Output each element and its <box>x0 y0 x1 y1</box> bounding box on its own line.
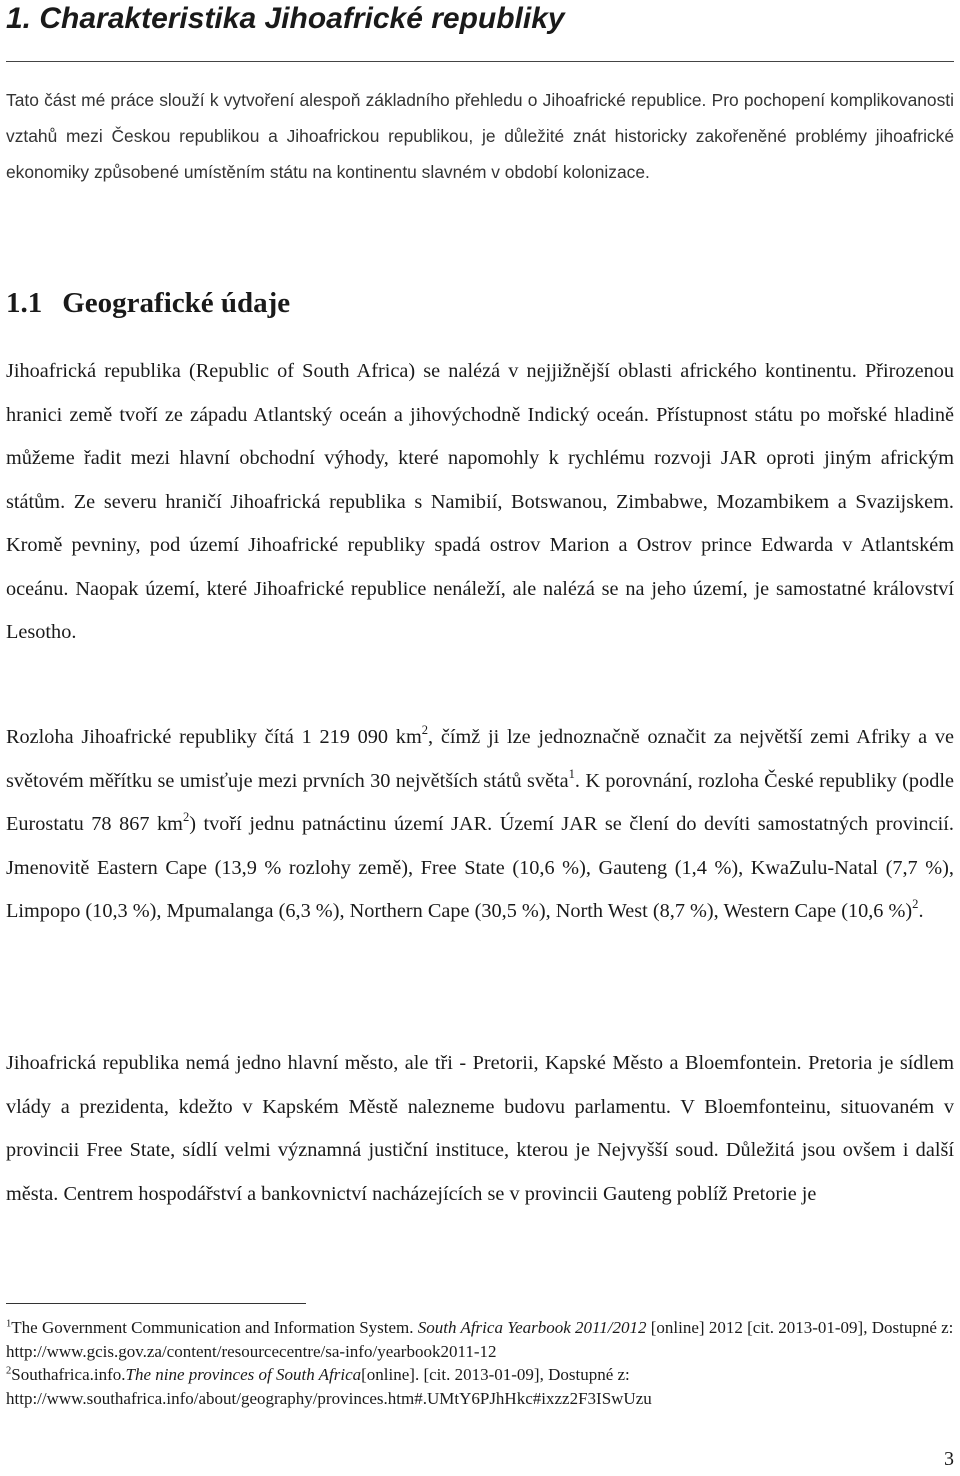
footnote-ref-1[interactable]: 1 <box>568 766 575 781</box>
section-heading <box>6 283 290 323</box>
capitals-paragraph: Jihoafrická republika nemá jedno hlavní město, ale tři - Pretorii, Kapské Město a Bloemfontein. Pretoria je sídlem vlády a prezidenta, kdežto v Kapském Městě nalezneme budovu parlamentu. V Bloemfonteinu, situovaném v provincii Free State, sídlí velmi významná justiční instituce, kterou je Nejvyšší soud. Důležitá jsou ovšem i další města. Centrem hospodářství a bankovnictví nacházejících se v provincii Gauteng poblíž Pretorie je <box>6 1052 954 1205</box>
area-text-b: , čímž ji lze jednoznačně označit za největší zemi Afriky a ve světovém měřítku se umisťuje mezi prvních 30 největších států světa <box>6 726 954 792</box>
area-text-d: ) tvoří jednu patnáctinu území JAR. Území JAR se člení do devíti samostatných provincií. Jmenovitě Eastern Cape (13,9 % rozlohy země), Free State (10,6 %), Gauteng (1,4 %), KwaZulu-Natal (7,7 %), Limpopo (10,3 %), Mpumalanga (6,3 %), Northern Cape (30,5 %), North West (8,7 %), Western Cape (10,6 %) <box>6 813 954 922</box>
section-title: Geografické údaje <box>62 287 291 319</box>
footnote-1-citation[interactable]: [online] 2012 [cit. 2013-01-09], Dostupné z: http://www.gcis.gov.za/content/resourcecentre/sa-info/yearbook2011-12 <box>6 1318 954 1361</box>
section-number: 1.1 <box>6 287 43 319</box>
area-sup-km2-cz: 2 <box>182 810 190 825</box>
footnote-ref-2[interactable]: 2 <box>912 897 919 912</box>
footnote-1-title: South Africa Yearbook 2011/2012 <box>417 1318 647 1337</box>
area-sup-km2: 2 <box>421 723 429 738</box>
footnote-2 <box>6 1363 954 1410</box>
footnote-2-mark: 2 <box>6 1365 12 1377</box>
footnote-2-source: Southafrica.info. <box>11 1365 126 1384</box>
intro-paragraph: Tato část mé práce slouží k vytvoření alespoň základního přehledu o Jihoafrické republice. Pro pochopení komplikovanosti vztahů mezi Českou republikou a Jihoafrickou republikou, je důležité znát historicky zakořeněné problémy jihoafrické ekonomiky způsobené umístěním státu na kontinentu slavném v období kolonizace. <box>6 90 954 182</box>
heading-rule <box>6 61 954 62</box>
footnote-2-citation[interactable]: [online]. [cit. 2013-01-09], Dostupné z: http://www.southafrica.info/about/geography/provinces.htm#.UMtY6PJhHkc#ixzz2F3ISwUzu <box>6 1365 652 1408</box>
geography-paragraph: Jihoafrická republika (Republic of South Africa) se nalézá v nejjižnější oblasti afrického kontinentu. Přirozenou hranici země tvoří ze západu Atlantský oceán a jihovýchodně Indický oceán. Přístupnost státu po mořské hladině můžeme řadit mezi hlavní obchodní výhody, které napomohly k rychlému rozvoji JAR oproti jiným africkým státům. Ze severu hraničí Jihoafrická republika s Namibií, Botswanou, Zimbabwe, Mozambikem a Svazijskem. Kromě pevniny, pod území Jihoafrické republiky spadá ostrov Marion a Ostrov prince Edwarda v Atlantském oceánu. Naopak území, které Jihoafrické republice nenáleží, ale nalézá se na jeho území, je samostatné království Lesotho. <box>6 360 954 643</box>
footnote-1-source: The Government Communication and Information System. <box>11 1318 418 1337</box>
chapter-heading: 1. Charakteristika Jihoafrické republiky <box>6 2 565 35</box>
footnote-1 <box>6 1316 954 1363</box>
page-number: 3 <box>944 1448 954 1470</box>
footnote-2-title: The nine provinces of South Africa <box>125 1365 362 1384</box>
area-text-a: Rozloha Jihoafrické republiky čítá 1 219 090 km <box>6 726 422 748</box>
area-text-e: . <box>918 900 924 922</box>
area-text-c: . K porovnání, rozloha České republiky (podle Eurostatu 78 867 km <box>6 769 954 835</box>
area-paragraph <box>6 716 954 934</box>
footnote-1-mark: 1 <box>6 1318 12 1330</box>
footnote-rule <box>6 1303 306 1304</box>
